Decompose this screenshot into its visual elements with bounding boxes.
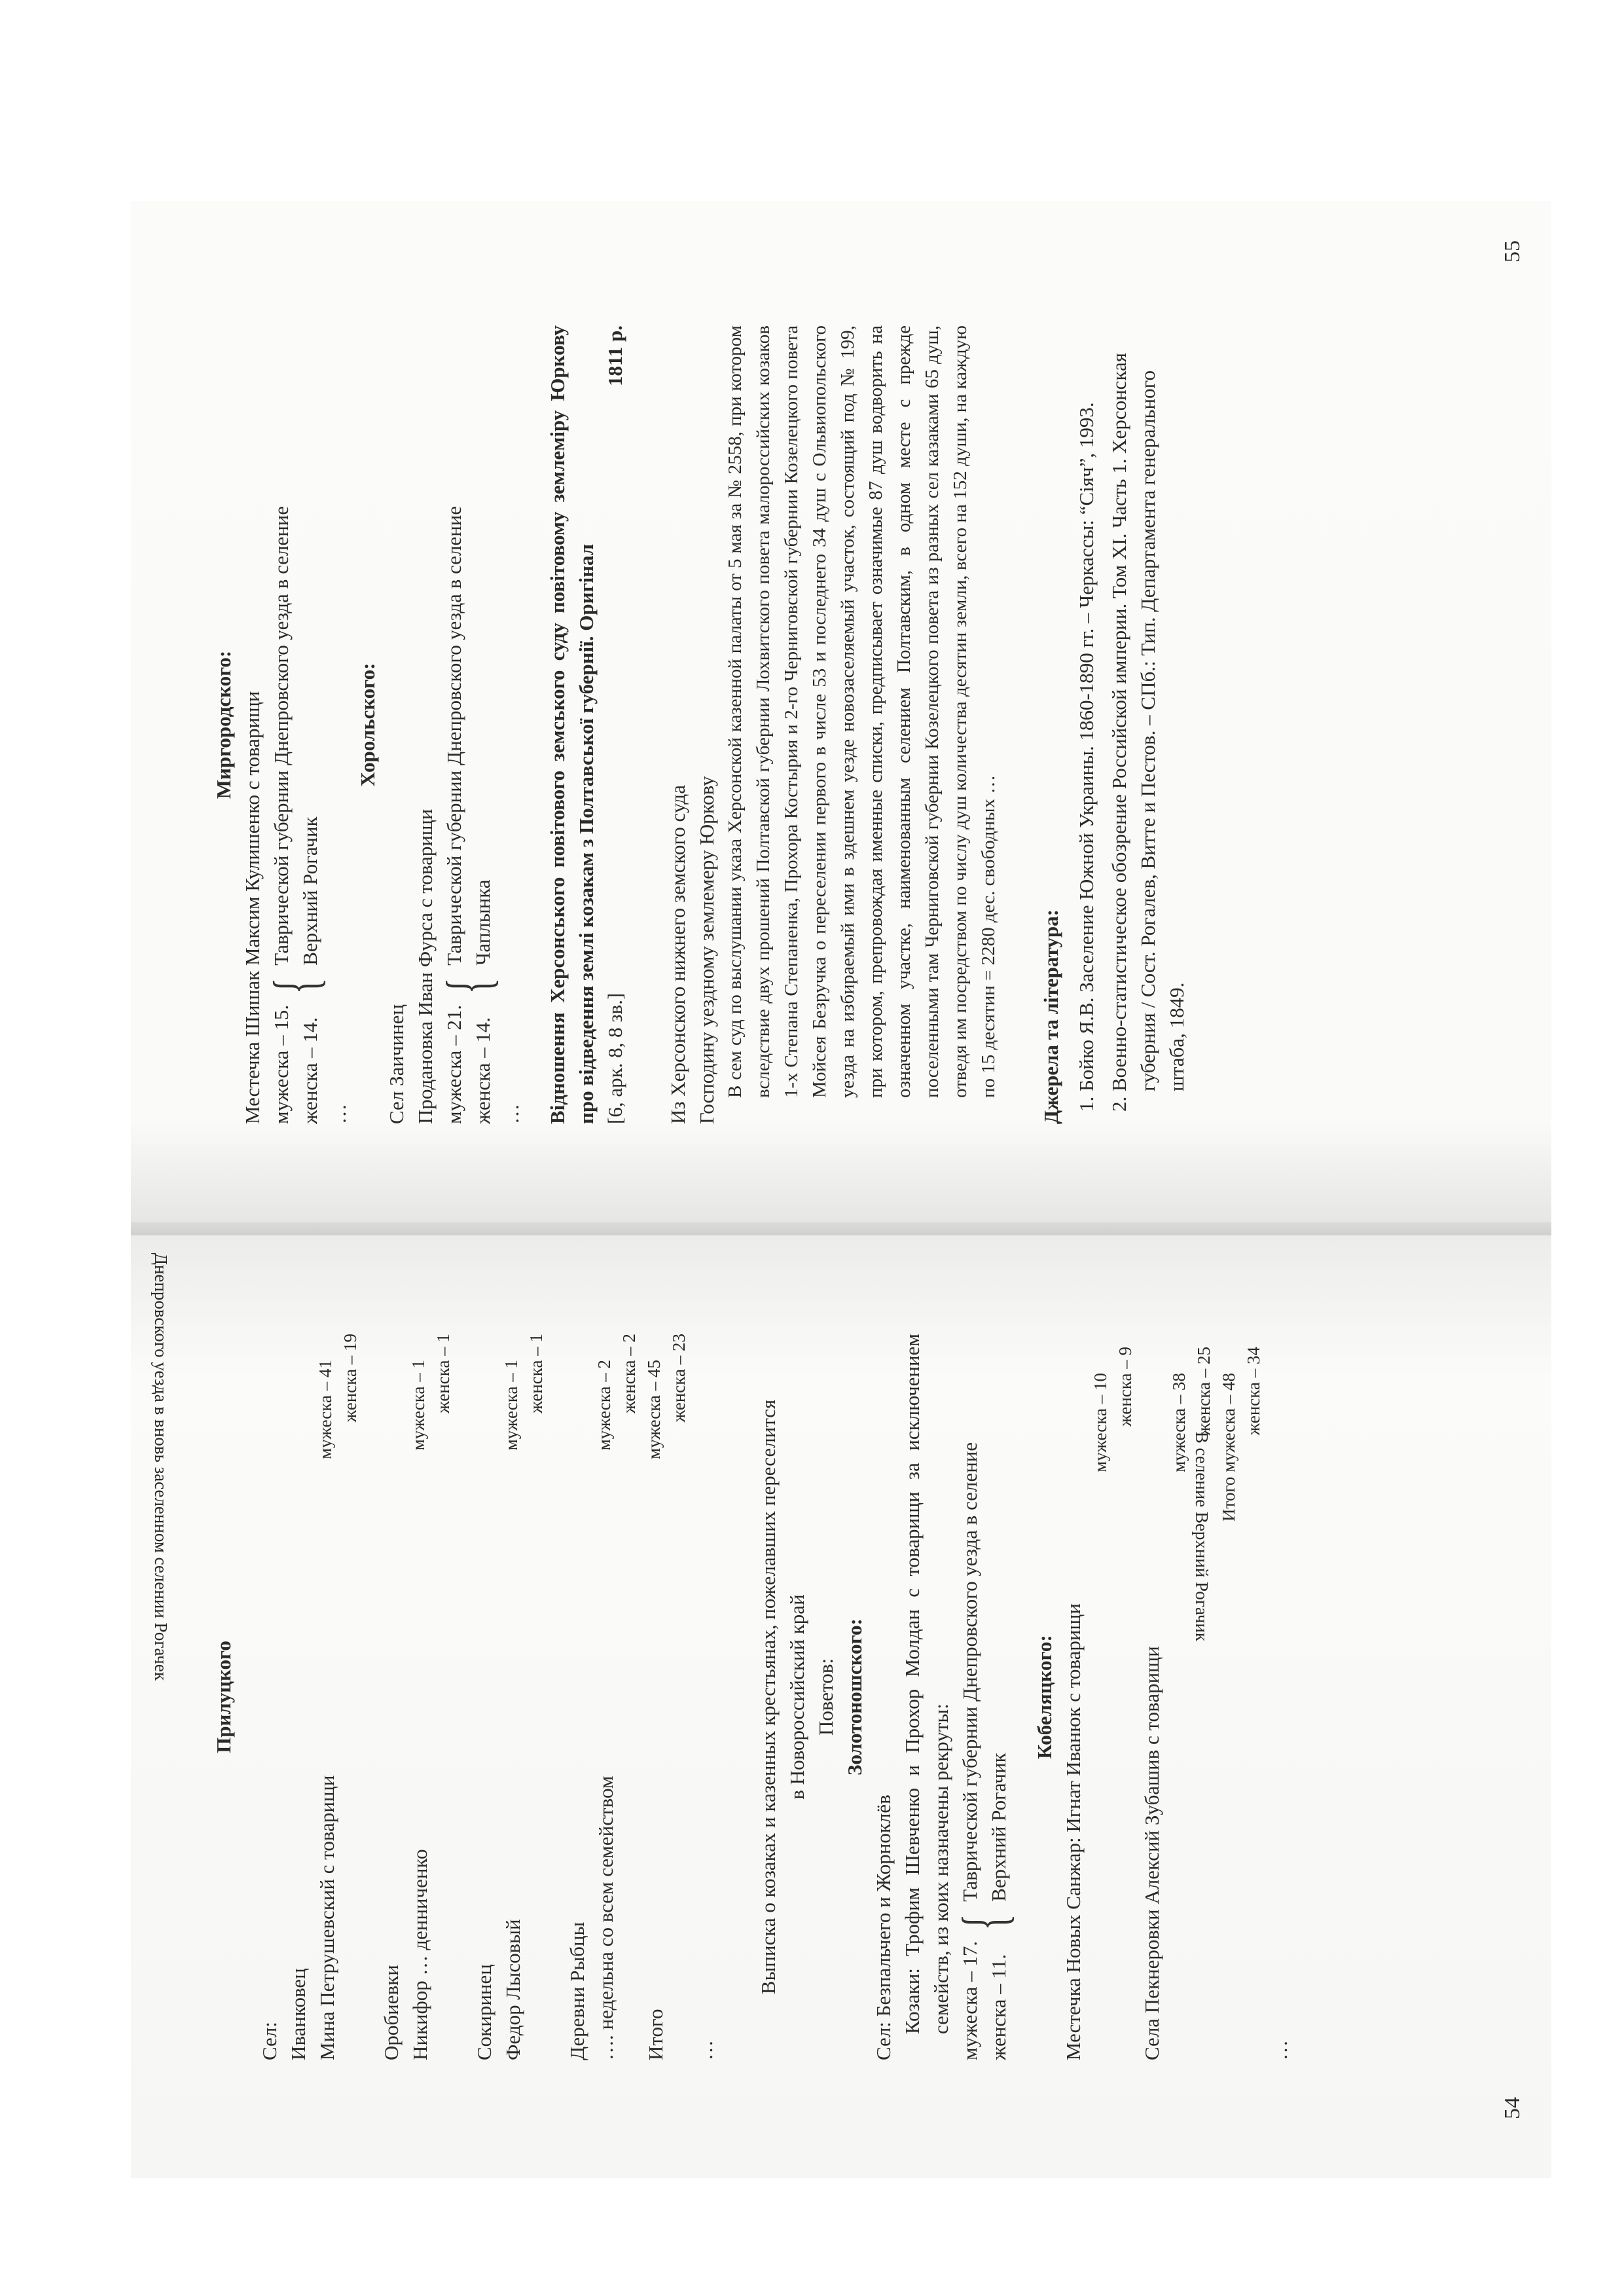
m1-female: женска – 14. (298, 1017, 321, 1124)
brace-block-khorol (433, 325, 503, 1124)
sanzhar-male: мужеска – 10 (1091, 1373, 1110, 1472)
upside-note-rogachek: Днепровского уезда в вновь заселенном селении Рогачек (151, 1252, 171, 1681)
ellipsis-end: … (1269, 2040, 1291, 2060)
row-place-name: Деревни Рыбцы (566, 1922, 588, 2060)
sel-bezpalchego: Сел: Безпальчего и Жорноклёв (872, 1795, 895, 2060)
page-number-55: 55 (1500, 240, 1525, 263)
page-number-54: 54 (1500, 2097, 1525, 2119)
sanzhar-female: женска – 9 (1115, 1347, 1135, 1427)
brace-male: мужеска – 17. (958, 1941, 981, 2060)
curly-brace-icon: { (949, 1914, 1019, 1931)
row-male-count: мужеска – 1 (501, 1360, 521, 1451)
row-place-name: Федор Лысовый (501, 1919, 524, 2060)
heading-khorol: Хорольского: (356, 663, 379, 787)
to-line: Господину уездному землемеру Юркову (695, 776, 718, 1124)
sources-list (1072, 325, 1191, 1124)
pek-female: женска – 25 (1194, 1347, 1214, 1436)
sources-heading: Джерела та література: (1039, 909, 1062, 1124)
row-male-count: мужеска – 41 (316, 1360, 335, 1459)
brace-dest-2: Верхний Рогачик (987, 1753, 1010, 1902)
extract-title-line-1: Выписка о козаках и казенных крестьянах, пожелавших переселится (757, 1399, 780, 1995)
table-row (641, 1334, 691, 2060)
brace-dest-1: Таврической губернии Днепровского уезда в селение (958, 1442, 981, 1902)
peknerovki: Села Пекнеровки Алексий Зубашив с товарищи (1140, 1646, 1163, 2060)
m2-dest-1: Таврической губернии Днепровского уезда в селение (442, 505, 465, 966)
kozaki-text: Козаки: Трофим Шевченко и Прохор Молдан с товарищи за исключением семейств, из коих назначены рекруты: (901, 1334, 952, 2034)
row-female-count: женска – 1 (526, 1334, 546, 1413)
doc-year: 1811 р. (604, 325, 626, 387)
row-place-name: Иванковец (287, 1968, 310, 2060)
table-row (284, 1334, 313, 2060)
table-row (592, 1334, 641, 2060)
heading-kobelyaki: Кобеляцкого: (1033, 1635, 1056, 1759)
m1-male: мужеска – 15. (270, 1004, 293, 1124)
source-item: 1. Бойко Я.В. Заселение Южной Украины. 1860-1890 гг. – Черкассы: “Сіяч”, 1993. (1072, 325, 1101, 1091)
table-row (470, 1334, 499, 2060)
population-table (284, 1334, 691, 2060)
brace-female: женска – 11. (987, 1954, 1010, 2060)
table-row (406, 1334, 456, 2060)
ellipsis-b: … (500, 1104, 523, 1124)
row-male-count: мужеска – 45 (644, 1360, 664, 1459)
m2-female: женска – 14. (471, 1017, 494, 1124)
page-55 (131, 201, 1551, 1222)
m2-dest-2: Чаплынка (471, 879, 494, 966)
row-place-name: …. недельна со всем семейством (594, 1776, 617, 2060)
document-body: В сем суд по выслушании указа Херсонской казенной палаты от 5 мая за № 2558, при котором вследствие двух прошений Полтавской губернии Лохвитского повета малороссийских козаков 1-х Степана Степаненка, Прохора Костырия и 2-го Черниговской губернии Козелецкого повета Мойсея Безручка о переселении первого в числе 53 и последнего 34 душ с Ольвиопольского уезда на избираемый ими в здешнем уезде новозаселяемый участок, состоящий под № 199, при котором, препровождая именные списки, предписывает означимые 87 душ водворить на означенном участке, наименованным селением Полтавским, в одном месте с прежде поселенными там Черниговской губернии Козелецкого повета из разных сел казаками 65 душ, отведя им посредством по числу душ количества десятин земли, всего на 152 души, на каждую по 15 десятин = 2280 дес. свободных … (725, 325, 999, 1098)
row-male-count: мужеска – 1 (408, 1360, 428, 1451)
shishak-line: Местечка Шишак Максим Кулишенко с товарищи (241, 691, 264, 1124)
sel-zaichinec: Сел Заичинец (385, 1004, 408, 1124)
from-line: Из Херсонского нижнего земского суда (666, 785, 689, 1124)
itogo-total-male: Итого мужеска – 48 (1219, 1373, 1238, 1522)
m1-dest-2: Верхний Рогачик (298, 816, 321, 966)
upside-note-verkhniy: В селение Верхний Рогачик (1192, 1431, 1212, 1641)
row-female-count: женска – 1 (433, 1334, 453, 1413)
ellipsis-a: … (327, 1104, 350, 1124)
row-female-count: женска – 2 (619, 1334, 639, 1413)
brace-block-mirgorod (261, 325, 331, 1124)
row-place-name: Итого (644, 2009, 667, 2060)
label-sel: Сел: (258, 2022, 281, 2060)
row-place-name: Мина Петрушевский с товарищи (316, 1775, 338, 2060)
table-row (499, 1334, 549, 2060)
curly-brace-icon: { (261, 977, 331, 994)
povetov-label: Поветов: (814, 1658, 837, 1736)
table-row (377, 1334, 406, 2060)
row-place-name: Оробиевки (380, 1965, 403, 2060)
row-male-count: мужеска – 2 (594, 1360, 614, 1451)
m1-dest-1: Таврической губернии Днепровского уезда в селение (270, 505, 293, 966)
doc-reference: [6, арк. 8, 8 зв.] (604, 993, 626, 1124)
heading-pryluky: Прилуцкого (212, 1641, 235, 1753)
source-item: 2. Военно-статистическое обозрение Российской империи. Том XI. Часть 1. Херсонская губерния / Сост. Рогалев, Витте и Пестов. – СПб.: Тип. Департамента генерального штаба, 1849. (1105, 325, 1191, 1091)
m2-male: мужеска – 21. (442, 1004, 465, 1124)
doc-ref-row (601, 325, 630, 1124)
novy-sanzhar: Местечка Новых Санжар: Игнат Иванюк с товарищи (1062, 1603, 1085, 2060)
itogo-total-female: женска – 34 (1244, 1347, 1263, 1436)
curly-brace-icon: { (433, 977, 503, 994)
row-place-name: Сокиринец (473, 1964, 496, 2060)
row-female-count: женска – 19 (340, 1334, 360, 1423)
heading-zolotonosha: Золотоношского: (843, 1618, 866, 1776)
table-row (313, 1334, 363, 2060)
document-title: Відношення Херсонського повітового земського суду повітовому землеміру Юркову про відведення землі козакам з Полтавської губернії. Оригінал (546, 325, 598, 1124)
brace-block-zolotonosha (949, 1334, 1019, 2060)
heading-mirgorod: Миргородского: (212, 650, 235, 799)
prodanovka-line: Продановка Иван Фурса с товарищи (414, 809, 437, 1124)
page-54 (131, 1235, 1551, 2178)
extract-title-line-2: в Новороссийский край (785, 1594, 808, 1800)
row-female-count: женска – 23 (669, 1334, 689, 1423)
row-place-name: Никифор … денниченко (408, 1849, 431, 2060)
table-row (563, 1334, 592, 2060)
ellipsis: … (694, 2040, 717, 2060)
pek-male: мужеска – 38 (1169, 1373, 1189, 1472)
